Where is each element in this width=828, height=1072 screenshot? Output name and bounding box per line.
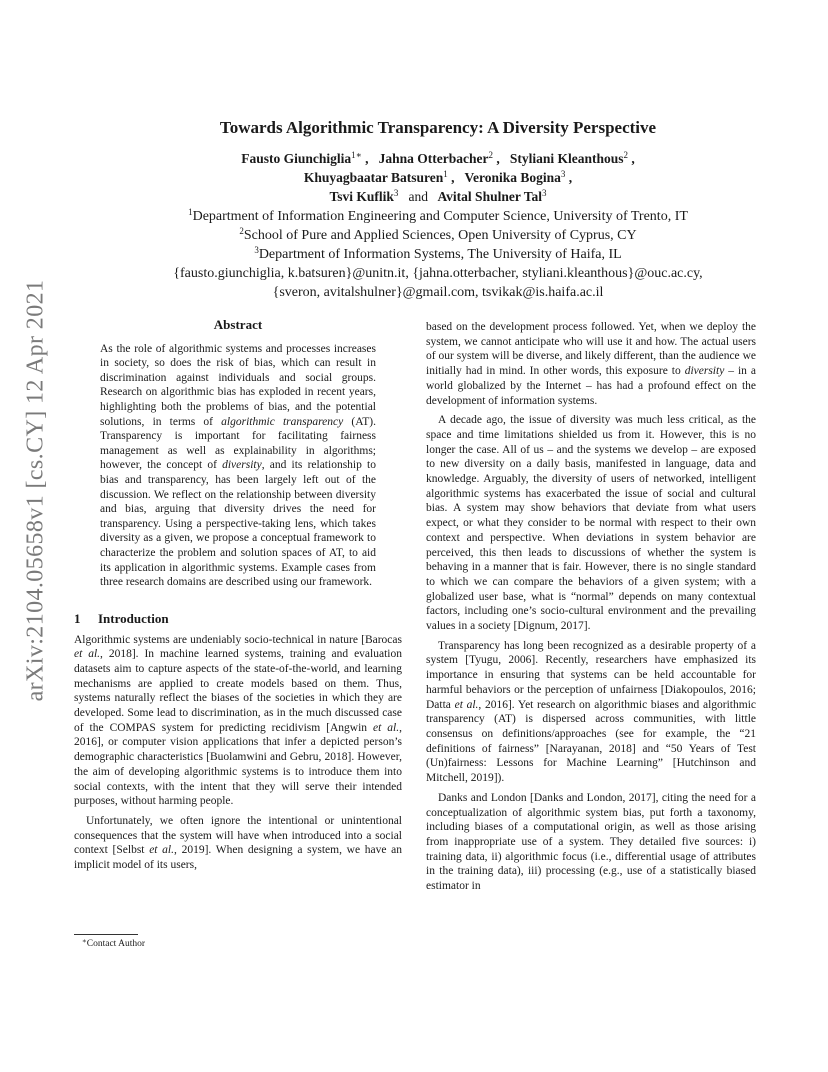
paragraph-text: , 2019]. When designing a system, we have an implicit model of its users,	[74, 844, 403, 872]
arxiv-sidebar-identifier	[18, 280, 54, 700]
footnote-mark: ∗	[82, 937, 87, 945]
paragraph-text: Algorithmic systems are undeniably socio-technical in nature [Barocas	[74, 633, 402, 646]
author-sup: 2	[488, 150, 493, 160]
affiliation-sup: 1	[188, 207, 193, 217]
author-line-1: Fausto Giunchiglia$^{1∗}$ , Jahna Otterbacher$^2$ , Styliani Kleanthous$^2$ ,	[241, 150, 635, 166]
affiliation-text: Department of Information Systems, The University of Haifa, IL	[258, 247, 622, 262]
author-name: Jahna Otterbacher	[378, 151, 489, 166]
author-sup: 3	[541, 188, 547, 198]
affiliation-2	[70, 226, 806, 245]
author-name: Fausto Giunchiglia	[241, 151, 352, 166]
author-sup: 1	[443, 169, 448, 179]
author-sup: 3	[560, 169, 566, 179]
intro-paragraph-5	[426, 639, 756, 786]
intro-paragraph-3	[426, 320, 756, 408]
author-list	[70, 149, 806, 206]
paragraph-text: based on the development process followed. Yet, when we deploy the system, we cannot anticipate who will use it and how. The actual users of our system will be diverse, and likely different, than the audience we initially had in mind. In other words, this exposure to	[426, 321, 756, 378]
footnote-divider	[74, 934, 138, 935]
author-sup: 2	[623, 150, 629, 160]
paragraph-text: – in a world globalized by the Internet – has had a profound effect on the development of information systems.	[426, 365, 756, 407]
abstract-text: , and its relationship to bias and transparency, has been largely left out of the discussion. We reflect on the relationship between diversity and bias, arguing that diversity drives the need for transparency. Using a perspective-taking lens, which takes diversity as a given, we propose a conceptual framework to characterize the problem and solution spaces of AT, to aid its application in algorithmic systems. Example cases from three research domains are described using our framework.	[100, 459, 376, 589]
author-name: Khuyagbaatar Batsuren	[303, 170, 444, 185]
footnote-text: Contact Author	[86, 939, 146, 949]
affiliation-3	[70, 245, 806, 264]
intro-paragraph-1	[74, 633, 402, 809]
paragraph-text: , 2018]. In machine learned systems, training and evaluation datasets aim to capture aspects of the state-of-the-world, and learning mechanisms are applied to create models based on them. Thus, systems naturally reflect the biases of the societies in which they are developed. Some lead to discrimination, as in the much discussed case of the COMPAS system for predicting recidivism [Angwin	[74, 648, 402, 734]
paragraph-emphasis: et al.	[74, 648, 101, 661]
abstract-text: (AT). Transparency is important for facilitating fairness management as well as explainability in algorithms; however, the concept of	[100, 415, 377, 472]
section-number: 1	[74, 610, 81, 626]
affiliation-list	[70, 207, 806, 302]
intro-paragraph-6: Danks and London [Danks and London, 2017], citing the need for a conceptualization of algorithmic system bias, put forth a taxonomy, including biases of a computational origin, as well as those arising from inappropriate use of a system. They detailed five sources: i) training data, ii) algorithmic focus (i.e., differential usage of attributes in the training data), iii) processing (e.g., use of a statistically biased estimator in	[426, 791, 756, 893]
author-name: Veronika Bogina	[464, 170, 561, 185]
arxiv-id-text: arXiv:2104.05658v1 [cs.CY] 12 Apr 2021	[22, 279, 49, 701]
affiliation-1	[70, 207, 806, 226]
paragraph-text: Unfortunately, we often ignore the intentional or unintentional consequences that the system will have when introduced into a social context [Selbst	[74, 814, 402, 857]
paragraph-text: , 2016], or computer vision applications that infer a depicted person’s demographic characteristics [Buolamwini and Gebru, 2018]. However, the aim of developing algorithmic systems is to introduce them into social contexts, with the intent that they will serve their intended purposes, without harming people.	[74, 721, 402, 808]
paragraph-text: Transparency has long been recognized as a desirable property of a system [Tyugu, 2006]. Recently, researchers have emphasized its importance in ensuring that systems can be held accountable for harmful behaviors or the perception of unfairness [Diakopoulos, 2016; Datta	[426, 639, 756, 711]
section-heading-introduction	[74, 612, 402, 627]
intro-paragraph-2	[74, 814, 402, 873]
intro-paragraph-4: A decade ago, the issue of diversity was much less critical, as the space and time limitations shielded us from it. However, this is no longer the case. All of us – and the systems we develop – are exposed to new diversity on a daily basis, manifested in language, data and knowledge. Arguably, the diversity of users of networked, intelligent algorithmic systems has exacerbated the issue of social and cultural bias. A system may show behaviors that deviate from what users expect, or what they consider to be normal with respect to their own context and perspective. When deviations in system behavior are perceived, this then leads to discussions of whether the system is behaving in a manner that is fair. However, there is no single standard to which we can compare the behaviors of a given system; with a globalized user base, what is “normal” depends on many contextual factors, including one’s socio-cultural environment and the prevailing values in a society [Dignum, 2017].	[426, 414, 756, 633]
abstract-emphasis: algorithmic transparency	[221, 415, 344, 428]
section-title-text: Introduction	[98, 610, 169, 626]
author-sup: 1∗	[351, 150, 362, 160]
affiliation-sup: 2	[239, 226, 244, 236]
paragraph-emphasis: diversity	[684, 365, 725, 378]
abstract-heading: Abstract	[213, 317, 263, 332]
footnote	[82, 939, 145, 949]
author-name: Tsvi Kuflik	[329, 189, 394, 204]
paragraph-emphasis: et al.	[454, 698, 479, 711]
right-column	[426, 320, 756, 894]
email-line-1: {fausto.giunchiglia, k.batsuren}@unitn.it, {jahna.otterbacher, styliani.kleanthous}@ouc.ac.cy,	[173, 266, 703, 281]
paper-title: Towards Algorithmic Transparency: A Diversity Perspective	[219, 118, 657, 137]
paragraph-emphasis: et al.	[149, 844, 175, 857]
abstract-body	[100, 342, 376, 590]
author-line-2: Khuyagbaatar Batsuren$^1$ , Veronika Bogina$^3$ ,	[303, 169, 573, 185]
abstract-text: As the role of algorithmic systems and processes increases in society, so does the risk of bias, which can result in discrimination against individuals and social groups. Research on algorithmic bias has exploded in recent years, highlighting both the problems of bias, and the potential solutions, in terms of	[100, 342, 376, 428]
paragraph-emphasis: et al.	[373, 721, 400, 734]
affiliation-text: Department of Information Engineering and Computer Science, University of Trento, IT	[192, 209, 688, 224]
author-name: Avital Shulner Tal	[437, 189, 542, 204]
author-conjunction: and	[408, 189, 429, 204]
abstract-emphasis: diversity	[222, 459, 262, 472]
author-line-3	[70, 187, 806, 206]
author-sup: 3	[393, 188, 399, 198]
affiliation-sup: 3	[254, 245, 259, 255]
paragraph-text: , 2016]. Yet research on algorithmic biases and algorithmic transparency (AT) is dispersed across communities, with little consensus on definitions/approaches (see for example, the “21 definitions of fairness” [Narayanan, 2018] and “50 Years of Test (Un)fairness: Lessons for Machine Learning” [Hutchinson and Mitchell, 2019]).	[426, 698, 756, 785]
left-column	[74, 318, 402, 873]
affiliation-text: School of Pure and Applied Sciences, Open University of Cyprus, CY	[243, 228, 637, 243]
email-line-2: {sveron, avitalshulner}@gmail.com, tsvikak@is.haifa.ac.il	[272, 285, 604, 300]
author-name: Styliani Kleanthous	[509, 151, 624, 166]
